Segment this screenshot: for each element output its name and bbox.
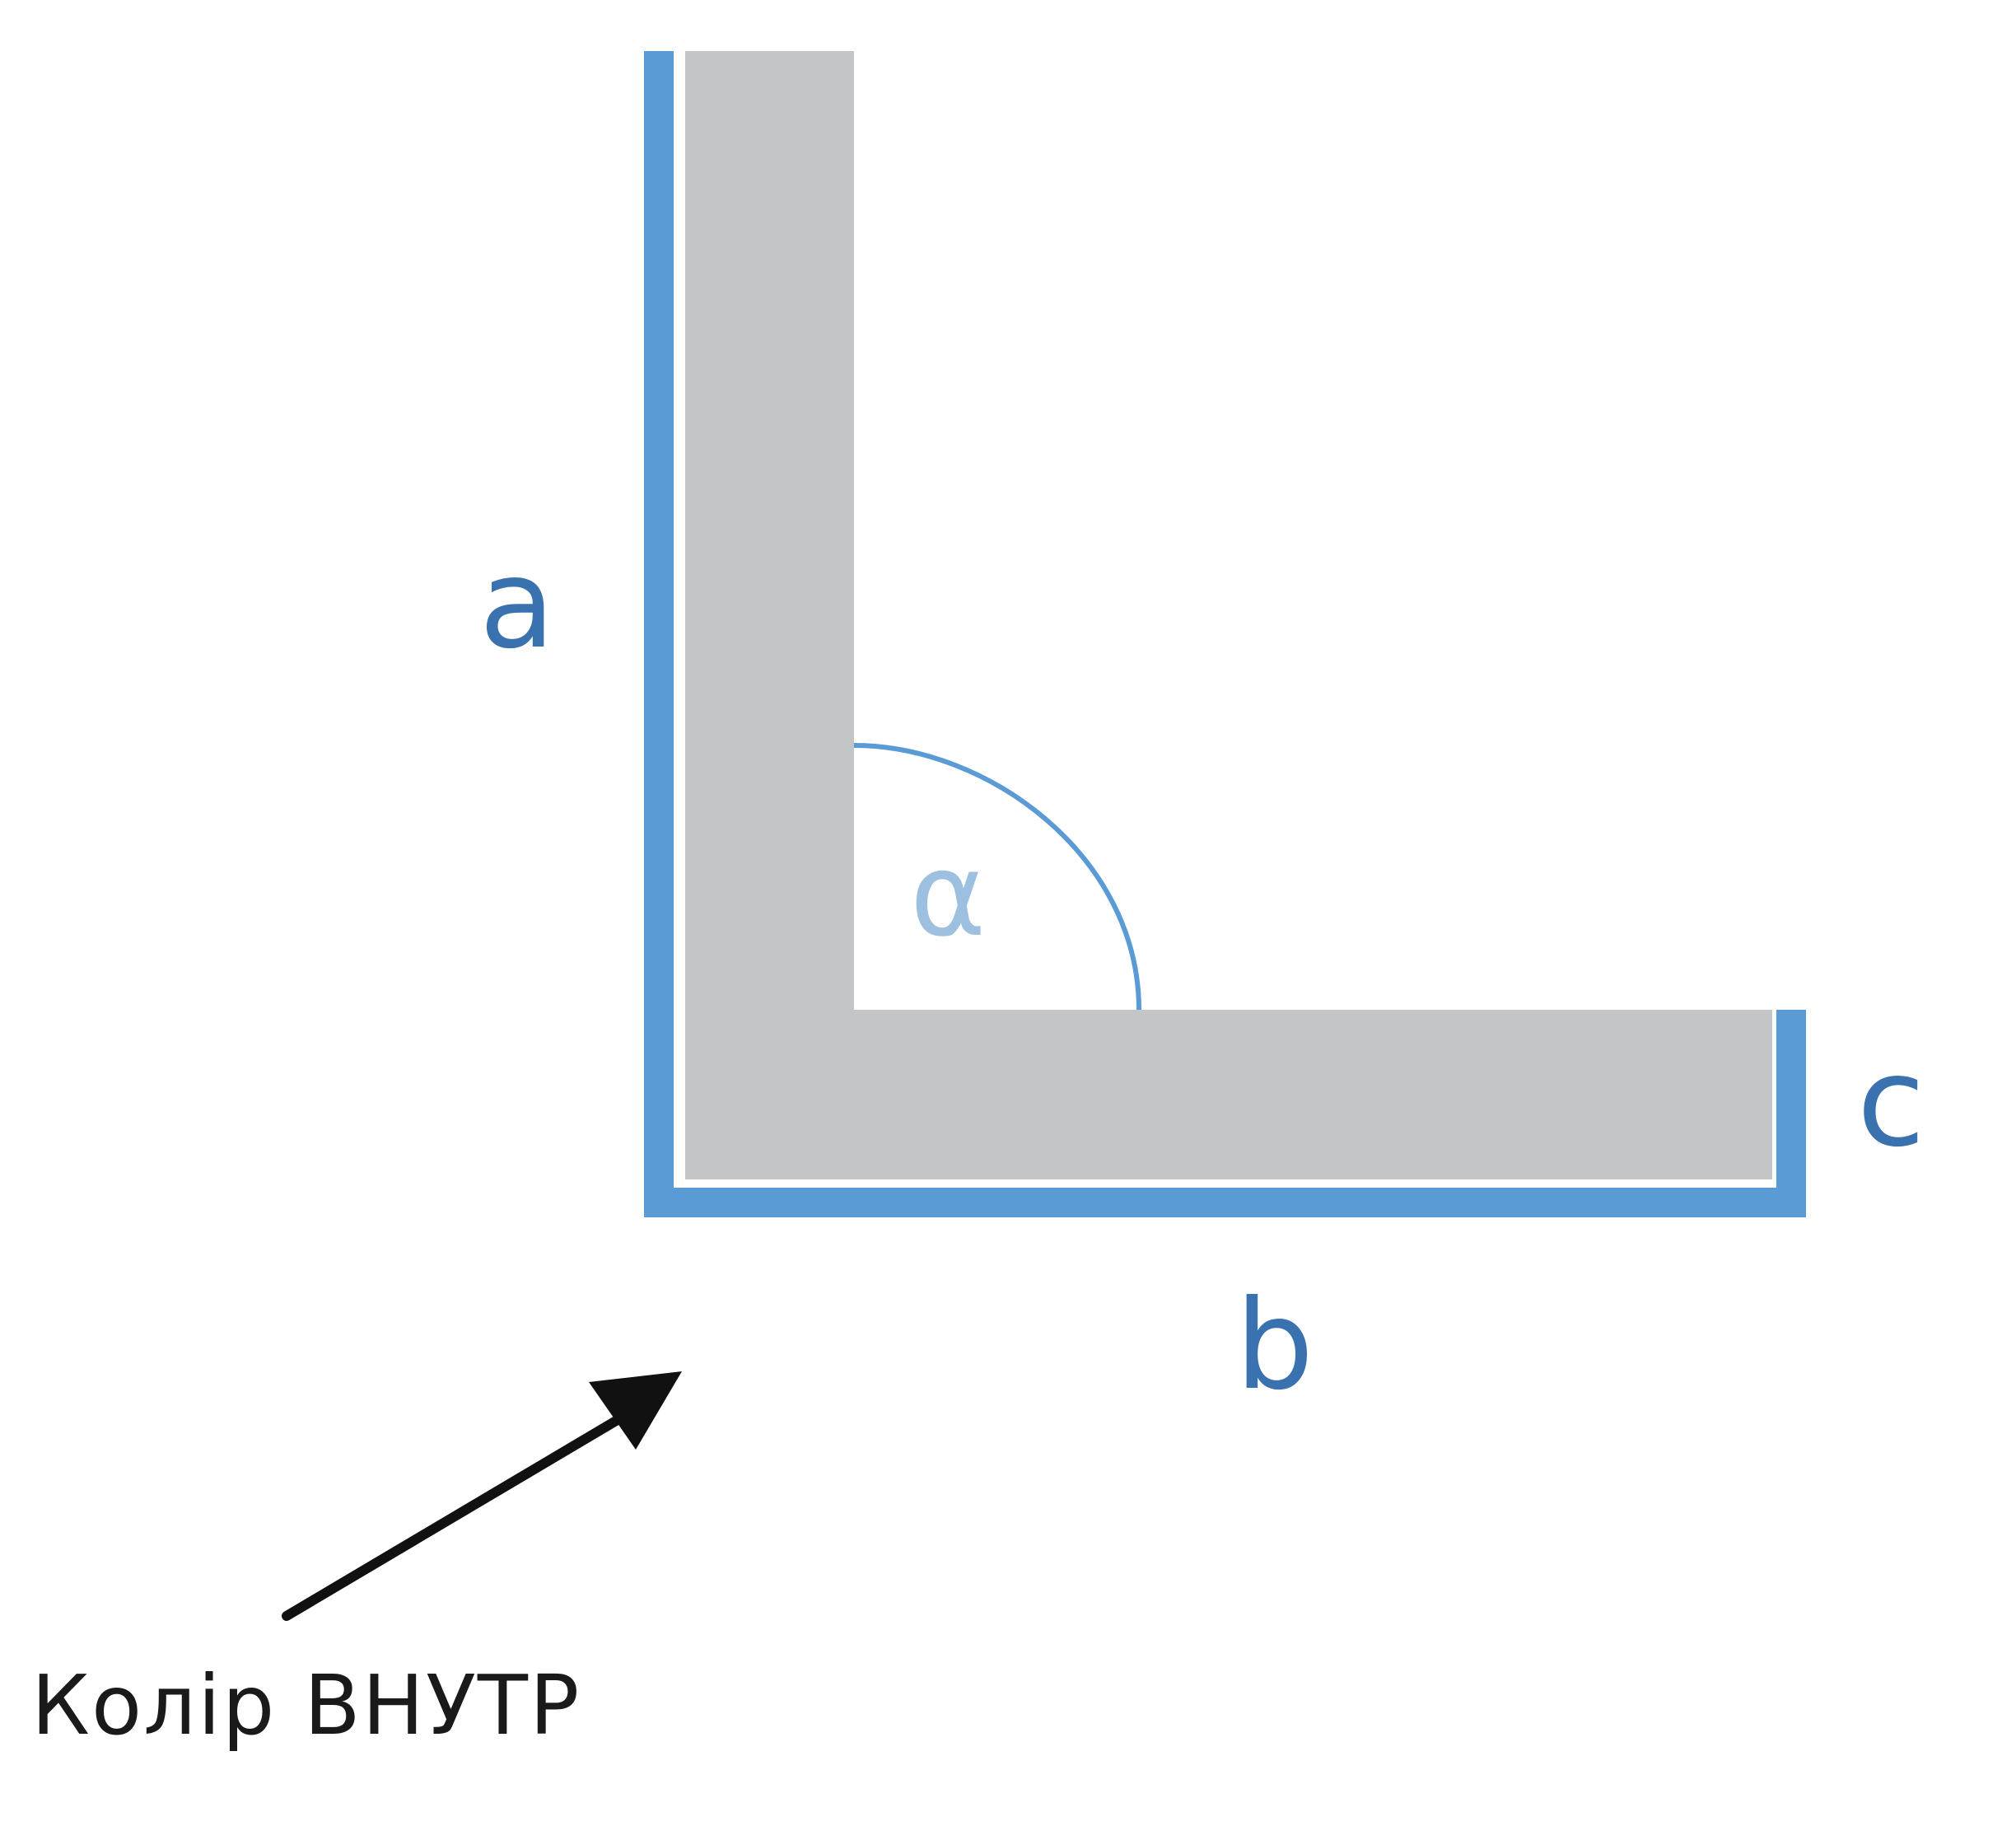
arrow-shaft — [287, 1410, 634, 1616]
inner-color-caption: Колір ВНУТР — [31, 1657, 581, 1754]
angle-alpha-label: α — [910, 829, 987, 963]
angle-arc — [854, 745, 1139, 1010]
side-a-label: a — [479, 533, 555, 676]
side-c-label: c — [1857, 1031, 1925, 1175]
arrow-up-right-icon — [287, 1371, 682, 1616]
side-b-label: b — [1235, 1274, 1314, 1417]
arrow-head — [589, 1371, 682, 1450]
l-profile-body — [685, 51, 1772, 1179]
